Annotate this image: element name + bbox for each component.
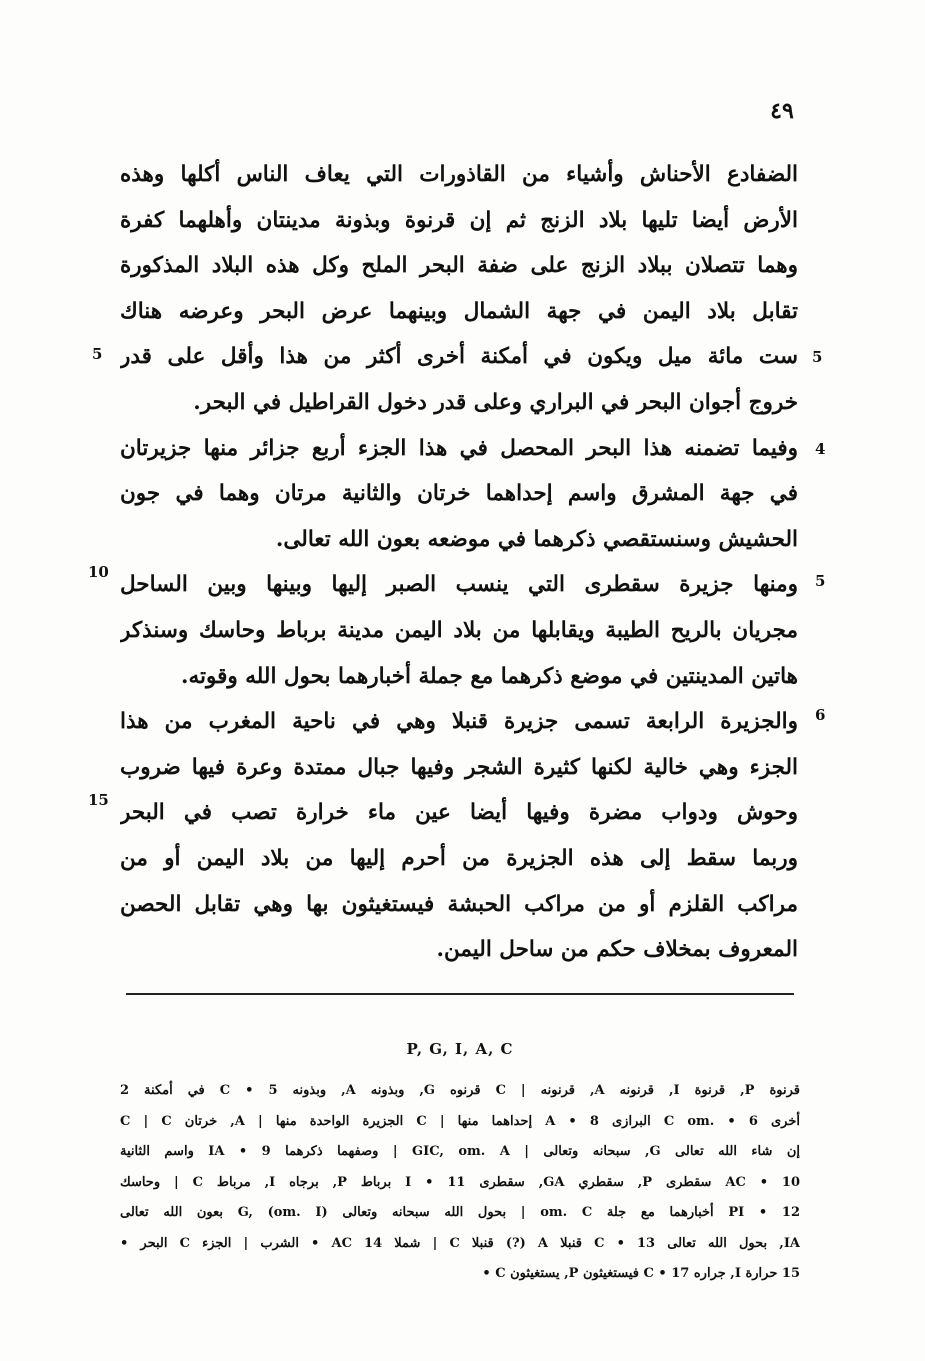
paragraph-number: 4 — [815, 440, 826, 458]
line-number: 10 — [88, 563, 109, 581]
text-line: ومنها جزيرة سقطرى التي ينسب الصبر إليها وبينها وبين الساحل — [120, 572, 798, 598]
text-line: هاتين المدينتين في موضع ذكرهما مع جملة أخبارهما بحول الله وقوته. — [181, 663, 798, 689]
paragraph-number: 6 — [815, 706, 826, 724]
apparatus-line: أخرى C om. • 6 البرازى A • 8 إحداهما منها | C الجزيرة الواحدة منها | A, خرتان C | C — [120, 1113, 800, 1129]
text-line: الضفادع الأحناش وأشياء من القاذورات التي يعاف الناس أكلها وهذه — [120, 162, 798, 187]
apparatus-line: PI • 12 أخبارهما مع جلة om. C | بحول الله سبحانه وتعالى G, (om. I) بعون الله تعالى — [120, 1205, 800, 1220]
text-line: وحوش ودواب مضرة وفيها أيضا عين ماء خرارة تصب في البحر — [120, 800, 798, 826]
apparatus-line: AC • 10 سقطرى P, سقطري GA, سقطرى I • 11 برباط P, برجاه I, مرباط C | وحاسك — [120, 1174, 800, 1190]
manuscript-sigla: P, G, I, A, C — [406, 1040, 514, 1058]
apparatus-line: IA, بحول الله تعالى C • 13 قنبلا A (?) قنبلا C | شملا AC 14 • الشرب | الجزء C البحر • — [120, 1235, 800, 1251]
text-line: مراكب القلزم أو من مراكب الحبشة فيستغيثون بها وهي تقابل الحصن — [120, 891, 798, 917]
main-text — [120, 152, 798, 973]
footnote-divider — [126, 993, 794, 995]
critical-apparatus — [120, 1076, 800, 1290]
text-line: وفيما تضمنه هذا البحر المحصل في هذا الجزء أربع جزائر منها جزيرتان — [120, 435, 798, 461]
text-line: مجريان بالريح الطيبة ويقابلها من بلاد اليمن مدينة برباط وحاسك وسنذكر — [120, 617, 798, 643]
text-line: في جهة المشرق واسم إحداهما خرتان والثانية مرتان وهما في جون — [120, 481, 798, 507]
text-line: الحشيش وسنستقصي ذكرهما في موضعه بعون الله تعالى. — [275, 526, 798, 552]
text-line: المعروف بمخلاف حكم من ساحل اليمن. — [436, 937, 798, 963]
paragraph-number: 5 — [815, 572, 826, 590]
text-line: ست مائة ميل ويكون في أمكنة أخرى أكثر من هذا وأقل على قدر — [120, 344, 798, 370]
apparatus-line: إن شاء الله تعالى G, سبحانه وتعالى | GIC, om. A | وصفهما ذكرهما 9 • IA واسم الثانية — [120, 1144, 800, 1159]
text-line: وربما سقط إلى هذه الجزيرة من أحرم إليها من بلاد اليمن أو من — [120, 845, 798, 871]
text-line: والجزيرة الرابعة تسمى جزيرة قنبلا وهي في ناحية المغرب من هذا — [120, 709, 798, 735]
paragraph-number: 5 — [812, 348, 823, 366]
text-line: وهما تتصلان ببلاد الزنج على ضفة البحر الملح وكل هذه البلاد المذكورة — [120, 253, 798, 279]
text-line: تقابل بلاد اليمن في جهة الشمال وبينهما عرض البحر وعرضه هناك — [120, 298, 798, 324]
text-line: الجزء وهي خالية لكنها كثيرة الشجر وفيها جبال ممتدة وعرة فيها ضروب — [120, 754, 798, 780]
line-number: 15 — [88, 791, 109, 809]
apparatus-line: قرنوة P, قرنوة I, قرنونه A, قرنونه | C قرنوه G, وبذونه A, وبذونه C • 5 في أمكنة 2 — [120, 1083, 800, 1098]
line-number: 5 — [92, 345, 103, 363]
text-line: خروج أجوان البحر في البراري وعلى قدر دخول القراطيل في البحر. — [193, 389, 798, 415]
apparatus-line: 15 حرارة I, جراره C • 17 فيستغيثون P, يستغيثون C • — [482, 1266, 800, 1281]
page-number: ٤٩ — [770, 98, 794, 124]
text-line: الأرض أيضا تليها بلاد الزنج ثم إن قرنوة وبذونة مدينتان وأهلهما كفرة — [120, 207, 798, 233]
